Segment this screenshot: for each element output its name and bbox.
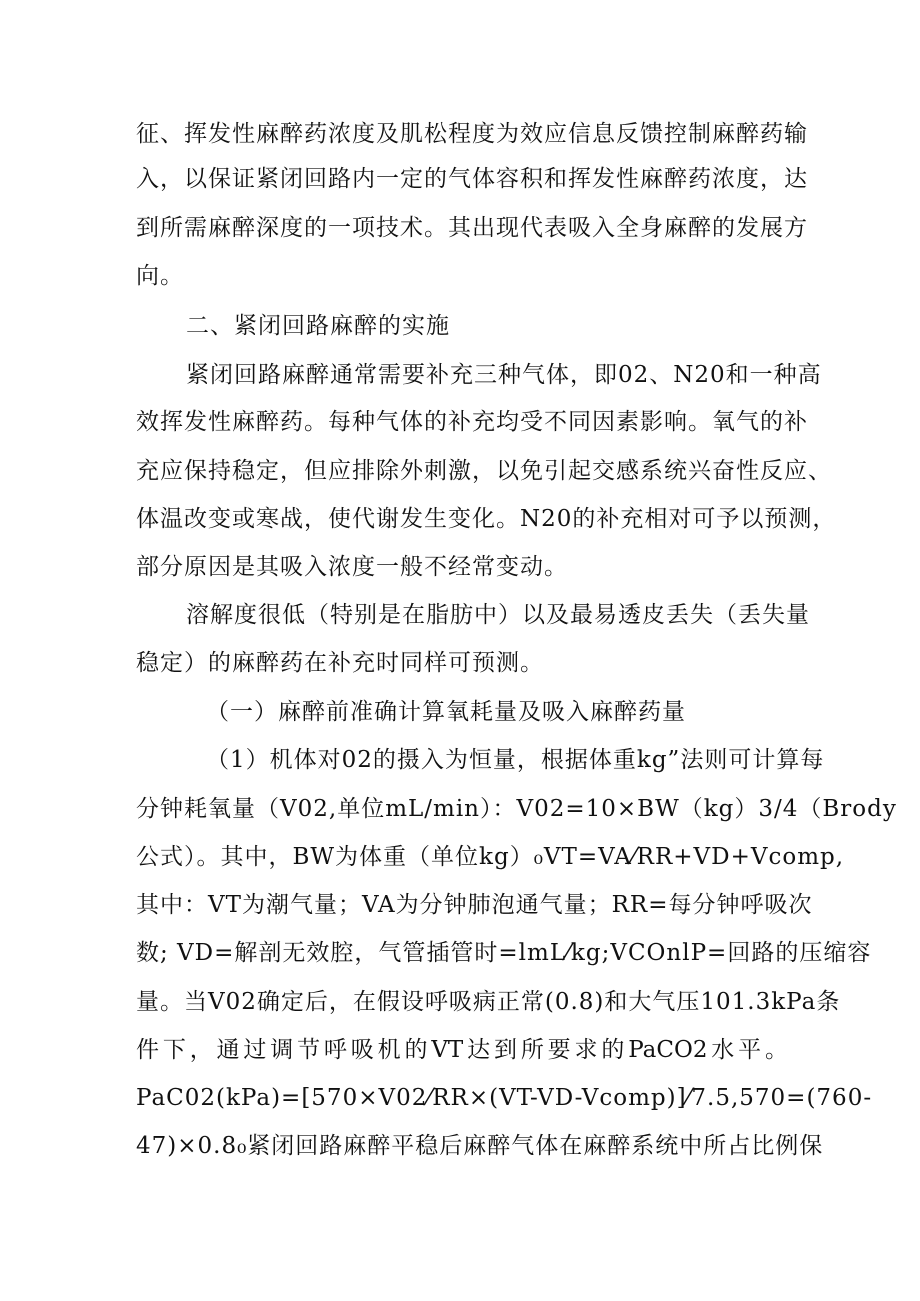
- paragraph-line: 量。当V02确定后，在假设呼吸病正常(0.8)和大气压101.3kPa条: [136, 989, 841, 1015]
- paragraph-line: 到所需麻醉深度的一项技术。其出现代表吸入全身麻醉的发展方: [136, 215, 808, 241]
- paragraph-line: 数; VD=解剖无效腔，气管插管时=lmL⁄kg;VCOnlP=回路的压缩容: [136, 940, 872, 966]
- paragraph-line: 充应保持稳定，但应排除外刺激，以免引起交感系统兴奋性反应、: [136, 458, 832, 484]
- paragraph-line: 公式）。其中，BW为体重（单位kg）₀VT=VA⁄RR+VD+Vcomp,: [136, 844, 845, 870]
- paragraph-line: 效挥发性麻醉药。每种气体的补充均受不同因素影响。氧气的补: [136, 409, 808, 435]
- paragraph-line: 其中：VT为潮气量；VA为分钟肺泡通气量；RR=每分钟呼吸次: [136, 892, 813, 918]
- paragraph-line: 征、挥发性麻醉药浓度及肌松程度为效应信息反馈控制麻醉药输: [136, 121, 808, 147]
- paragraph-line: 向。: [136, 263, 184, 289]
- paragraph-line: 部分原因是其吸入浓度一般不经常变动。: [136, 554, 568, 580]
- paragraph-line: 入，以保证紧闭回路内一定的气体容积和挥发性麻醉药浓度，达: [136, 166, 808, 192]
- section-heading: 二、紧闭回路麻醉的实施: [186, 313, 450, 339]
- paragraph-line: 紧闭回路麻醉通常需要补充三种气体，即02、N20和一种高: [186, 362, 822, 388]
- paragraph-line: 溶解度很低（特别是在脂肪中）以及最易透皮丢失（丢失量: [186, 602, 810, 628]
- paragraph-line: 件下，通过调节呼吸机的VT达到所要求的PaCO2水平。: [136, 1037, 788, 1063]
- paragraph-line: 分钟耗氧量（V02,单位mL/min）：V02=10×BW（kg）3/4（Brody: [136, 796, 897, 822]
- paragraph-line: 47)×0.8₀紧闭回路麻醉平稳后麻醉气体在麻醉系统中所占比例保: [136, 1133, 824, 1159]
- formula-line: PaC02(kPa)=[570×V02⁄RR×(VT-VD-Vcomp)]⁄7.5,570=(760-: [136, 1085, 873, 1111]
- paragraph-line: 体温改变或寒战，使代谢发生变化。N20的补充相对可予以预测，: [136, 506, 837, 532]
- paragraph-line: 稳定）的麻醉药在补充时同样可预测。: [136, 650, 544, 676]
- paragraph-line: （1）机体对02的摄入为恒量，根据体重kg”法则可计算每: [206, 747, 825, 773]
- subsection-heading: （一）麻醉前准确计算氧耗量及吸入麻醉药量: [206, 699, 686, 725]
